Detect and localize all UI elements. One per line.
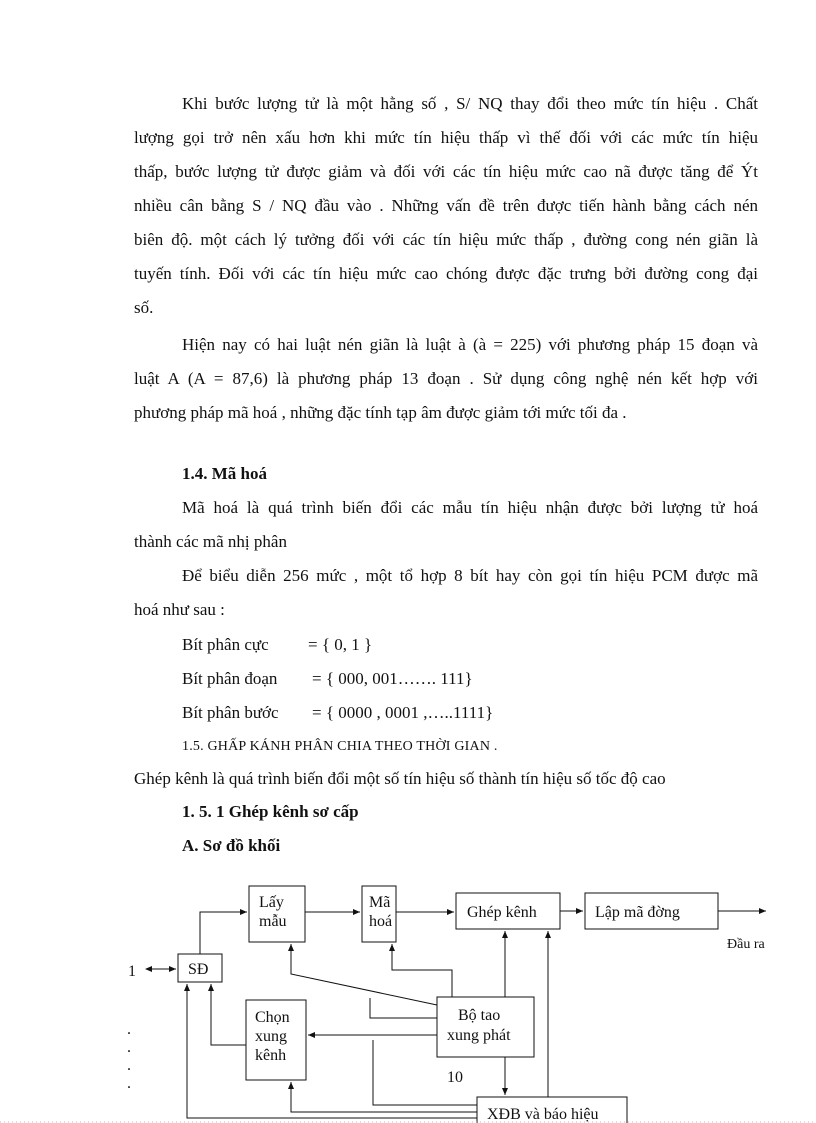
bit-item-step — [182, 702, 493, 724]
section-1-5-sentence: Ghép kênh là quá trình biến đổi một số tín hiệu số thành tín hiệu số tốc độ cao — [134, 769, 666, 788]
paragraph1-line-2: lượng gọi trở nên xấu hơn khi mức tín hiệu thấp vì thế đối với các mức tín hiệu — [134, 128, 758, 147]
bit-item-label: Bít phân bước — [182, 703, 279, 722]
paragraph2-line-1: Hiện nay có hai luật nén giãn là luật à (à = 225) với phương pháp 15 đoạn và — [182, 335, 758, 354]
dot-1: . — [127, 1021, 131, 1038]
output-label: Đầu ra — [727, 937, 765, 952]
bit-item-value: = { 000, 001……. 111} — [312, 669, 473, 688]
pulsegen-branch-wire — [370, 998, 437, 1018]
section-1-4-heading: 1.4. Mã hoá — [182, 464, 267, 483]
bit-item-label: Bít phân cực — [182, 635, 269, 654]
encode-label-1: Mã — [369, 894, 391, 911]
sd-to-sampling-wire — [200, 912, 247, 954]
pulse-generator-label-1: Bộ tao — [458, 1007, 501, 1024]
block-diagram-heading: A. Sơ đồ khối — [182, 836, 281, 855]
encode-label-2: hoá — [369, 913, 393, 930]
section-1-4-para-a-line-1: Mã hoá là quá trình biến đổi các mẫu tín hiệu nhận được bởi lượng tử hoá — [182, 498, 758, 517]
paragraph2-line-3: phương pháp mã hoá , những đặc tính tạp âm được giảm tới mức tối đa . — [134, 403, 627, 422]
bit-item-value: = { 0, 1 } — [308, 635, 373, 654]
pulse-count-label: 10 — [447, 1069, 463, 1086]
dot-2: . — [127, 1039, 131, 1056]
pulsegen-to-sampling-wire — [291, 944, 437, 1005]
channel-select-label-1: Chọn — [255, 1009, 290, 1026]
channel-select-label-2: xung — [255, 1028, 287, 1045]
paragraph1-line-7: số. — [134, 298, 154, 317]
bit-item-segment — [182, 668, 473, 690]
xdb-signaling-label: XĐB và báo hiệu — [487, 1106, 599, 1123]
bit-item-label: Bít phân đoạn — [182, 669, 278, 688]
section-1-4-para-b-line-1: Để biểu diễn 256 mức , một tổ hợp 8 bít hay còn gọi tín hiệu PCM được mã — [182, 566, 758, 585]
paragraph1-line-3: thấp, bước lượng tử được giảm và đối với các tín hiệu mức cao nã được tăng để Ýt — [134, 162, 758, 181]
mux-label: Ghép kênh — [467, 904, 537, 921]
paragraph2-line-2: luật A (A = 87,6) là phương pháp 13 đoạn . Sử dụng công nghệ nén kết hợp với — [134, 369, 758, 388]
channel-select-label-3: kênh — [255, 1047, 287, 1064]
paragraph1-line-4: nhiều cân bằng S / NQ đầu vào . Những vấn đề trên được tiến hành bằng cách nén — [134, 196, 758, 215]
section-1-4-para-a-line-2: thành các mã nhị phân — [134, 532, 287, 551]
pulse-generator-label-2: xung phát — [447, 1027, 511, 1044]
paragraph1-line-1: Khi bước lượng tử là một hằng số , S/ NQ thay đổi theo mức tín hiệu . Chất — [182, 94, 758, 113]
section-1-4-para-b-line-2: hoá như sau : — [134, 600, 225, 619]
dot-4: . — [127, 1075, 131, 1092]
bit-item-value: = { 0000 , 0001 ,…..1111} — [312, 703, 494, 722]
paragraph1-line-6: tuyến tính. Đối với các tín hiệu mức cao chóng được đặc trưng bởi đường cong đại — [134, 264, 758, 283]
bit-item-polarity — [182, 634, 372, 656]
section-1-5-1-heading: 1. 5. 1 Ghép kênh sơ cấp — [182, 802, 359, 821]
block-diagram — [0, 860, 816, 1123]
paragraph1-line-5: biên độ. một cách lý tưởng đối với các tín hiệu mức thấp , đường cong nén giãn là — [134, 230, 758, 249]
xdb-to-channel-select-wire — [291, 1082, 477, 1112]
sd-label: SĐ — [188, 961, 209, 978]
section-1-5-heading: 1.5. GHẤP KÁNH PHÂN CHIA THEO THỜI GIAN . — [182, 739, 498, 754]
dot-3: . — [127, 1057, 131, 1074]
channel-select-to-sd-wire — [211, 984, 246, 1045]
pulsegen-to-encode-wire — [392, 944, 452, 997]
sampling-label-2: mẫu — [259, 913, 287, 930]
line-code-label: Lập mã đờng — [595, 904, 680, 921]
sampling-label-1: Lấy — [259, 894, 284, 911]
input-label: 1 — [128, 963, 136, 980]
